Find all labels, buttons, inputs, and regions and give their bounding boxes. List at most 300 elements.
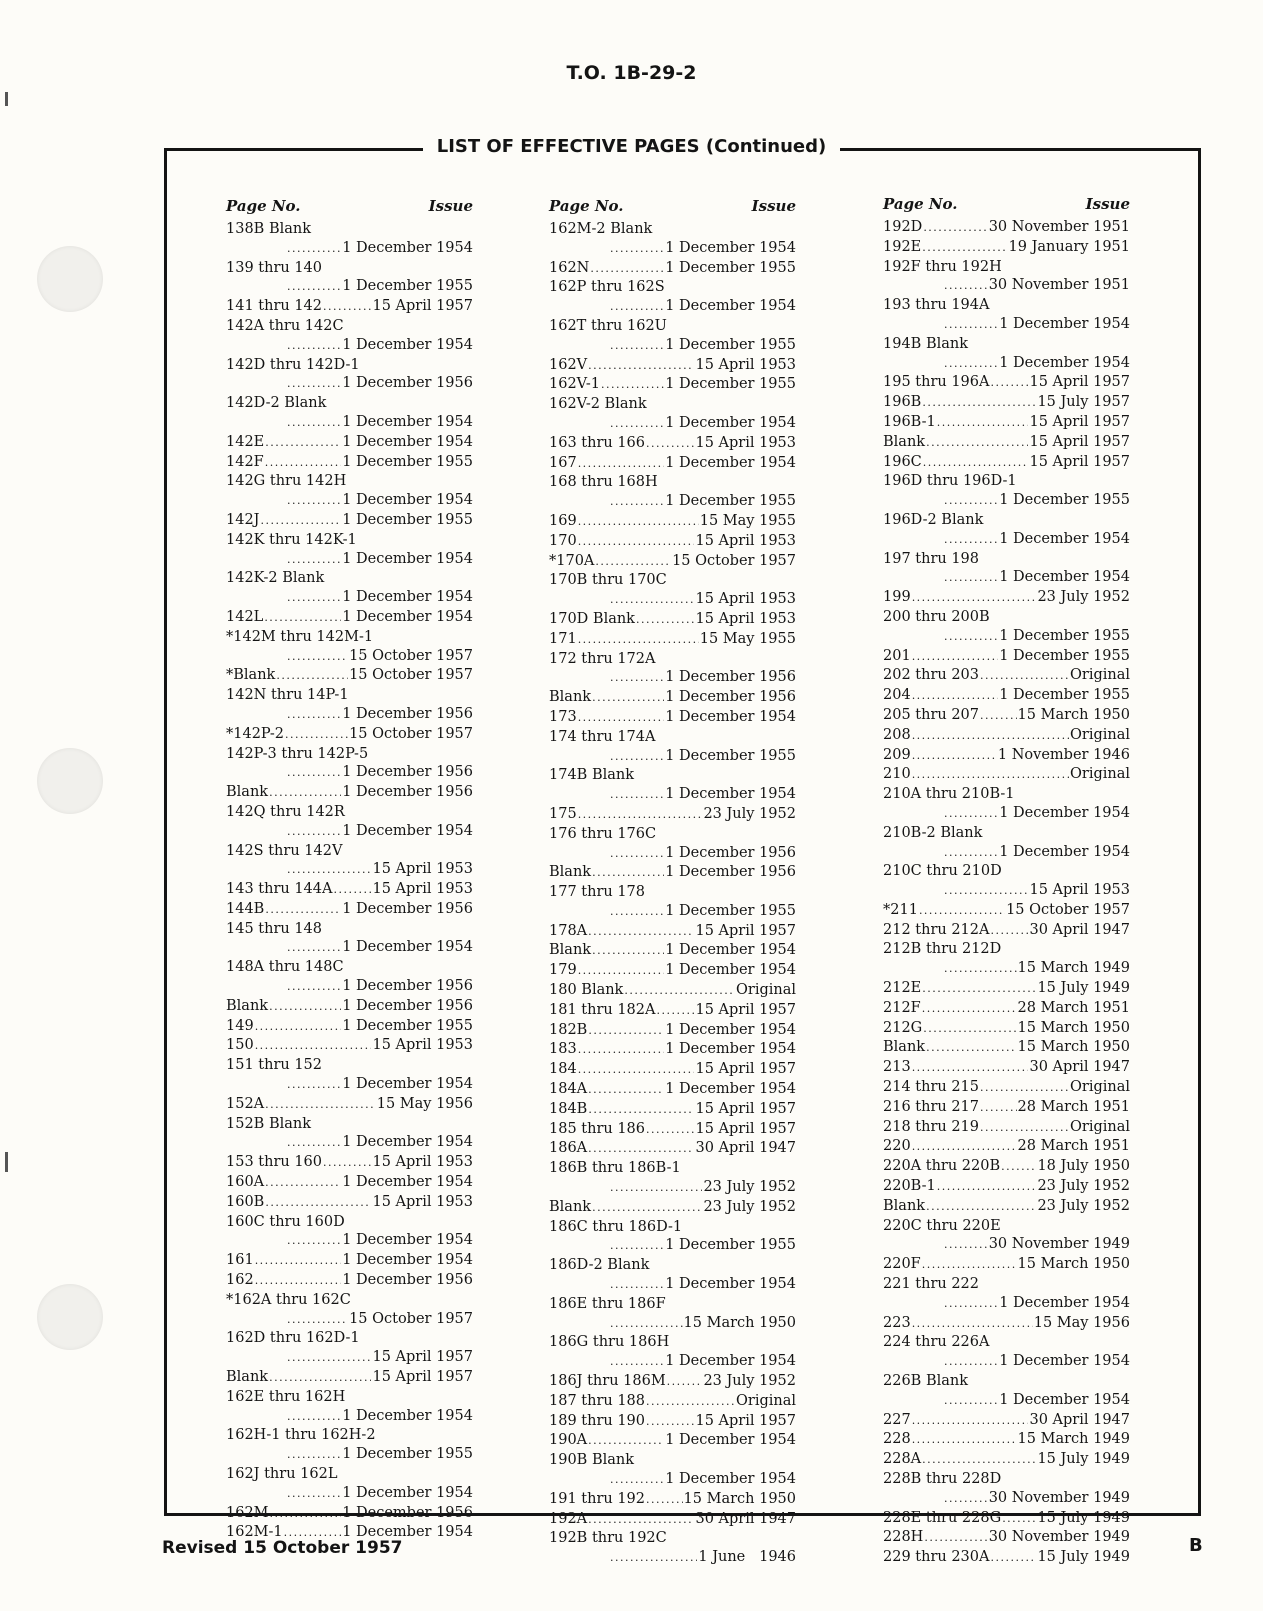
page-number: 162V [549, 356, 588, 373]
page-entry-row [883, 647, 1130, 667]
page-number: 216 thru 217 [883, 1098, 980, 1115]
issue-date: 28 March 1951 [1017, 1098, 1130, 1115]
issue-date: 23 July 1952 [703, 1198, 796, 1215]
page-number: Blank [549, 1198, 592, 1215]
page-number: 229 thru 230A [883, 1549, 990, 1566]
document-number: T.O. 1B-29-2 [566, 62, 697, 84]
dot-leader [912, 1059, 1029, 1078]
issue-date: Original [1070, 766, 1130, 783]
page-entry-row [883, 999, 1130, 1019]
page-entry-row [549, 1451, 796, 1470]
page-entry-row [226, 453, 473, 473]
issue-header: Issue [751, 197, 796, 215]
page-number: 162N [549, 259, 590, 276]
page-entry-row [226, 511, 473, 531]
issue-date: 15 April 1957 [372, 1349, 473, 1366]
page-entry-row [226, 977, 473, 997]
issue-date: 1 December 1954 [665, 414, 796, 431]
page-entry-row [883, 258, 1130, 277]
page-entry-row [883, 472, 1130, 491]
dot-leader [265, 1096, 376, 1115]
dot-leader [912, 687, 999, 706]
dot-leader [287, 1408, 341, 1427]
page-entry-row [883, 511, 1130, 530]
dot-leader [944, 960, 1017, 979]
dot-leader [287, 337, 341, 356]
page-number: 185 thru 186 [549, 1120, 646, 1137]
page-entry-row [883, 1489, 1130, 1509]
page-entry-row [226, 1017, 473, 1037]
page-entry-row [549, 1001, 796, 1021]
page-entry-row [549, 1256, 796, 1275]
page-entry-row [549, 1372, 796, 1392]
page-entry-row [549, 883, 796, 902]
issue-date: 1 December 1954 [665, 1276, 796, 1293]
dot-leader [287, 551, 341, 570]
issue-date: 1 December 1954 [665, 786, 796, 803]
dot-leader [990, 922, 1028, 941]
page-entry-row [226, 1056, 473, 1075]
dot-leader [592, 942, 664, 961]
issue-date: 30 November 1951 [988, 219, 1130, 235]
issue-date: 1 December 1956 [665, 689, 796, 706]
dot-leader [255, 1272, 342, 1291]
page-entry-row [549, 1295, 796, 1314]
issue-date: 1 December 1954 [999, 843, 1130, 860]
issue-date: 15 April 1953 [695, 591, 796, 608]
page-entry-row [226, 1213, 473, 1232]
page-number: 228B thru 228D [883, 1471, 1002, 1487]
page-number: 192B thru 192C [549, 1530, 667, 1547]
dot-leader [944, 492, 998, 511]
issue-date: 1 December 1954 [999, 530, 1130, 547]
page-entry-row [226, 491, 473, 511]
dot-leader [919, 902, 1005, 921]
page-number: 172 thru 172A [549, 650, 656, 667]
dot-leader [980, 1099, 1017, 1118]
page-entry-row [883, 1197, 1130, 1217]
page-number: 142K thru 142K-1 [226, 531, 357, 548]
page-entry-row [549, 668, 796, 688]
page-entry-row [226, 1407, 473, 1427]
page-entry-row [883, 1548, 1130, 1568]
dot-leader [944, 805, 998, 824]
dot-leader [269, 998, 341, 1017]
page-entry-row [549, 473, 796, 492]
dot-leader [578, 533, 695, 552]
page-entry-row [883, 921, 1130, 941]
page-entry-row [226, 259, 473, 278]
dot-leader [610, 1276, 664, 1295]
page-entry-row [883, 1352, 1130, 1372]
page-entry-row [549, 1120, 796, 1140]
dot-leader [646, 1393, 735, 1412]
page-entry-row [549, 1431, 796, 1451]
issue-date: 1 December 1955 [999, 627, 1130, 644]
dot-leader [276, 667, 348, 686]
issue-date: 1 December 1954 [342, 1484, 473, 1501]
page-entry-row [883, 726, 1130, 746]
issue-date: 1 December 1954 [665, 962, 796, 979]
issue-date: 1 November 1946 [997, 746, 1130, 763]
dot-leader [287, 1446, 341, 1465]
page-number: 195 thru 196A [883, 374, 990, 391]
page-entry-row [226, 317, 473, 336]
page-number: 169 [549, 512, 577, 529]
page-entry-row [226, 1133, 473, 1153]
dot-leader [323, 298, 371, 317]
page-number: Blank [883, 433, 926, 450]
dot-leader [980, 707, 1017, 726]
issue-date: 1 December 1954 [342, 413, 473, 430]
page-entry-row [226, 666, 473, 686]
page-entry-row [549, 650, 796, 669]
issue-date: 15 May 1955 [699, 512, 796, 529]
page-number: 186D-2 Blank [549, 1257, 650, 1274]
page-entry-row [226, 608, 473, 628]
page-entry-row [883, 393, 1130, 413]
page-entry-row [883, 1255, 1130, 1275]
page-entry-row [883, 959, 1130, 979]
issue-date: 1 December 1954 [342, 1524, 473, 1541]
dot-leader [922, 980, 1036, 999]
dot-leader [287, 278, 341, 297]
dot-leader [944, 1236, 988, 1255]
page-entries [226, 220, 473, 1543]
page-entry-row [226, 842, 473, 861]
page-entry-row [226, 997, 473, 1017]
page-entry-row [883, 354, 1130, 374]
page-number: 183 [549, 1041, 577, 1058]
dot-leader [922, 1000, 1017, 1019]
page-number: 139 thru 140 [226, 259, 323, 276]
page-entry-row [549, 863, 796, 883]
page-entry-row [226, 803, 473, 822]
issue-date: 1 December 1955 [999, 492, 1130, 509]
page-entry-row [226, 1036, 473, 1056]
issue-header: Issue [1085, 195, 1130, 213]
dot-leader [265, 1174, 341, 1193]
issue-date: 1 December 1954 [999, 1353, 1130, 1370]
page-number: 142A thru 142C [226, 317, 344, 334]
issue-date: 1 December 1954 [665, 1041, 796, 1058]
issue-date: 1 December 1955 [665, 376, 796, 393]
dot-leader [636, 611, 694, 630]
page-number: 163 thru 166 [549, 434, 646, 451]
page-entry-row [549, 532, 796, 552]
issue-date: 1 December 1954 [342, 1134, 473, 1151]
dot-leader [646, 1413, 694, 1432]
issue-date: 1 December 1956 [342, 784, 473, 801]
page-entry-row [549, 1080, 796, 1100]
dot-leader [287, 1485, 341, 1504]
page-number: 142F [226, 453, 264, 470]
page-entry-row [549, 434, 796, 454]
dot-leader [980, 1119, 1069, 1138]
issue-date: 28 March 1951 [1017, 1138, 1130, 1155]
page-entry-row [226, 628, 473, 647]
page-entry-row [226, 374, 473, 394]
page-number: 208 [883, 726, 911, 743]
page-number: 184B [549, 1100, 588, 1117]
page-entry-row [549, 590, 796, 610]
dot-leader [261, 512, 342, 531]
page-number: 186B thru 186B-1 [549, 1160, 681, 1177]
page-no-header: Page No. [549, 197, 624, 215]
page-entry-row [226, 394, 473, 413]
page-entry-row [549, 571, 796, 590]
dot-leader [588, 1081, 664, 1100]
page-number: 190A [549, 1432, 588, 1449]
page-entry-row [549, 630, 796, 650]
dot-leader [912, 1138, 1017, 1157]
issue-date: 15 April 1957 [372, 1369, 473, 1386]
issue-date: 15 July 1957 [1037, 394, 1130, 411]
page-number: 178A [549, 922, 588, 939]
page-entry-row [883, 843, 1130, 863]
page-entry-row [226, 569, 473, 588]
issue-date: 1 December 1954 [665, 1021, 796, 1038]
page-entry-row [549, 1333, 796, 1352]
dot-leader [980, 667, 1069, 686]
page-number: 194B Blank [883, 335, 969, 352]
issue-date: 1 December 1955 [665, 902, 796, 919]
page-entry-row [549, 512, 796, 532]
page-entry-row [549, 220, 796, 239]
issue-date: 1 December 1954 [999, 315, 1130, 332]
page-number: 160B [226, 1193, 265, 1210]
dot-leader [944, 569, 998, 588]
page-entry-row [226, 1231, 473, 1251]
page-number: 161 [226, 1252, 254, 1269]
issue-date: 1 December 1955 [342, 278, 473, 295]
issue-date: 15 April 1957 [1029, 453, 1130, 470]
page-number: 209 [883, 746, 911, 763]
page-number: 148A thru 148C [226, 959, 344, 976]
dot-leader [333, 881, 371, 900]
page-number: Blank [226, 997, 269, 1014]
page-number: 160C thru 160D [226, 1213, 345, 1230]
dot-leader [285, 726, 348, 745]
page-entry-row [883, 666, 1130, 686]
page-number: 186C thru 186D-1 [549, 1218, 683, 1235]
page-number: 170 [549, 532, 577, 549]
issue-date: 1 December 1954 [999, 569, 1130, 586]
dot-leader [980, 1079, 1069, 1098]
page-number: 152A [226, 1095, 265, 1112]
page-entry-row [226, 1348, 473, 1368]
issue-date: 15 March 1950 [1017, 1019, 1130, 1036]
issue-date: 1 December 1955 [342, 453, 473, 470]
dot-leader [588, 1101, 694, 1120]
issue-date: Original [736, 982, 796, 999]
page-entry-row [883, 1118, 1130, 1138]
page-number: 228A [883, 1451, 922, 1468]
dot-leader [287, 589, 341, 608]
issue-date: 15 April 1957 [695, 1061, 796, 1078]
issue-date: Original [1070, 726, 1130, 743]
page-number: 170B thru 170C [549, 572, 667, 589]
issue-date: 15 April 1953 [372, 1154, 473, 1171]
page-entry-row [883, 373, 1130, 393]
page-number: 153 thru 160 [226, 1154, 323, 1171]
page-number: 150 [226, 1037, 254, 1054]
page-number: 197 thru 198 [883, 550, 980, 567]
dot-leader [610, 298, 664, 317]
issue-date: 1 December 1955 [342, 1446, 473, 1463]
page-number: 144B [226, 900, 265, 917]
issue-date: 23 July 1952 [703, 1179, 796, 1196]
dot-leader [922, 1451, 1036, 1470]
page-entry-row [883, 901, 1130, 921]
page-number: 227 [883, 1411, 911, 1428]
page-entry-row [883, 746, 1130, 766]
dot-leader [578, 513, 699, 532]
issue-date: 1 December 1955 [342, 511, 473, 528]
page-entry-row [883, 1137, 1130, 1157]
issue-date: 1 December 1956 [665, 844, 796, 861]
page-entry-row [883, 433, 1130, 453]
issue-date: 15 April 1957 [1029, 413, 1130, 430]
margin-mark [5, 1152, 8, 1172]
dot-leader [264, 609, 341, 628]
page-number: 162D thru 162D-1 [226, 1330, 360, 1347]
dot-leader [610, 669, 664, 688]
dot-leader [255, 1252, 342, 1271]
issue-date: 1 December 1954 [342, 589, 473, 606]
issue-date: 15 May 1955 [699, 630, 796, 647]
issue-date: 30 April 1947 [1029, 1411, 1130, 1428]
dot-leader [287, 492, 341, 511]
dot-leader [578, 1061, 695, 1080]
page-entry-row [883, 824, 1130, 843]
page-number: 187 thru 188 [549, 1392, 646, 1409]
dot-leader [287, 978, 341, 997]
page-entry-row [226, 1426, 473, 1445]
column-header [226, 196, 473, 216]
page-entry-row [883, 296, 1130, 315]
page-entry-row [549, 1178, 796, 1198]
dot-leader [912, 1431, 1017, 1450]
issue-date: 15 October 1957 [349, 725, 473, 742]
dot-leader [578, 631, 699, 650]
page-entry-row [549, 1060, 796, 1080]
dot-leader [287, 1232, 341, 1251]
issue-date: 15 October 1957 [349, 1310, 473, 1327]
issue-date: 23 July 1952 [1037, 589, 1130, 606]
page-number: 149 [226, 1017, 254, 1034]
issue-date: 1 December 1954 [665, 239, 796, 256]
dot-leader [287, 823, 341, 842]
page-entry-row [226, 1465, 473, 1484]
page-number: 142Q thru 142R [226, 803, 345, 820]
page-entry-row [226, 938, 473, 958]
page-entry-row [226, 531, 473, 550]
page-number: 210C thru 210D [883, 863, 1002, 880]
page-entry-row [549, 922, 796, 942]
page-number: 142G thru 142H [226, 473, 347, 490]
page-number: 176 thru 176C [549, 825, 657, 842]
page-entry-row [226, 1445, 473, 1465]
page-entry-row [226, 705, 473, 725]
page-entry-row [549, 708, 796, 728]
dot-leader [926, 434, 1028, 453]
page-number: *Blank [226, 667, 276, 684]
dot-leader [990, 1549, 1036, 1568]
page-number: 162E thru 162H [226, 1388, 346, 1405]
page-number: 162V-2 Blank [549, 396, 647, 413]
dot-leader [944, 882, 1028, 901]
page-entry-row [883, 1314, 1130, 1334]
dot-leader [610, 1237, 664, 1256]
page-entry-row [883, 1217, 1130, 1236]
dot-leader [944, 355, 998, 374]
issue-date: 15 March 1950 [1017, 706, 1130, 723]
page-number: 151 thru 152 [226, 1057, 323, 1074]
issue-date: 15 October 1957 [349, 647, 473, 664]
dot-leader [287, 861, 371, 880]
page-number: *162A thru 162C [226, 1291, 351, 1308]
page-entry-row [549, 317, 796, 336]
page-number: Blank [883, 1197, 926, 1214]
page-number: 190B Blank [549, 1452, 635, 1469]
dot-leader [667, 1373, 703, 1392]
issue-date: 15 April 1953 [372, 861, 473, 878]
dot-leader [610, 786, 664, 805]
issue-date: 23 July 1952 [1037, 1178, 1130, 1195]
page-entry-row [549, 1100, 796, 1120]
dot-leader [944, 1353, 998, 1372]
page-entry-row [549, 1529, 796, 1548]
page-entry-row [549, 981, 796, 1001]
dot-leader [922, 394, 1036, 413]
page-entry-row [226, 745, 473, 764]
issue-date: 15 May 1956 [376, 1095, 473, 1112]
page-entry-row [226, 1095, 473, 1115]
issue-date: 1 December 1954 [342, 1252, 473, 1269]
issue-date: 1 December 1954 [342, 1076, 473, 1093]
dot-leader [610, 1549, 697, 1568]
issue-date: 30 November 1951 [988, 277, 1130, 294]
issue-date: 1 December 1955 [665, 336, 796, 353]
page-entry-row [549, 844, 796, 864]
dot-leader [287, 1349, 371, 1368]
page-number: 162J thru 162L [226, 1466, 338, 1482]
dot-leader [912, 648, 999, 667]
page-number: 200 thru 200B [883, 608, 990, 625]
dot-leader [926, 1039, 1016, 1058]
page-number: 162 [226, 1272, 254, 1289]
issue-date: 30 November 1949 [988, 1489, 1130, 1506]
page-entry-row [226, 472, 473, 491]
page-entry-row [226, 336, 473, 356]
issue-date: 1 December 1956 [342, 375, 473, 392]
issue-date: Original [736, 1392, 796, 1409]
page-number: 186E thru 186F [549, 1295, 666, 1312]
page-entry-row [883, 1058, 1130, 1078]
dot-leader [287, 939, 341, 958]
page-number: 220C thru 220E [883, 1217, 1001, 1234]
page-number: 212G [883, 1019, 923, 1036]
page-number: 167 [549, 454, 577, 471]
issue-date: 1 December 1954 [665, 1471, 796, 1487]
issue-date: 1 December 1954 [999, 354, 1130, 371]
page-entry-row [226, 647, 473, 667]
page-entry-row [549, 1218, 796, 1237]
page-entry-row [549, 375, 796, 395]
issue-date: 1 December 1956 [342, 1504, 473, 1521]
page-entry-row [226, 860, 473, 880]
